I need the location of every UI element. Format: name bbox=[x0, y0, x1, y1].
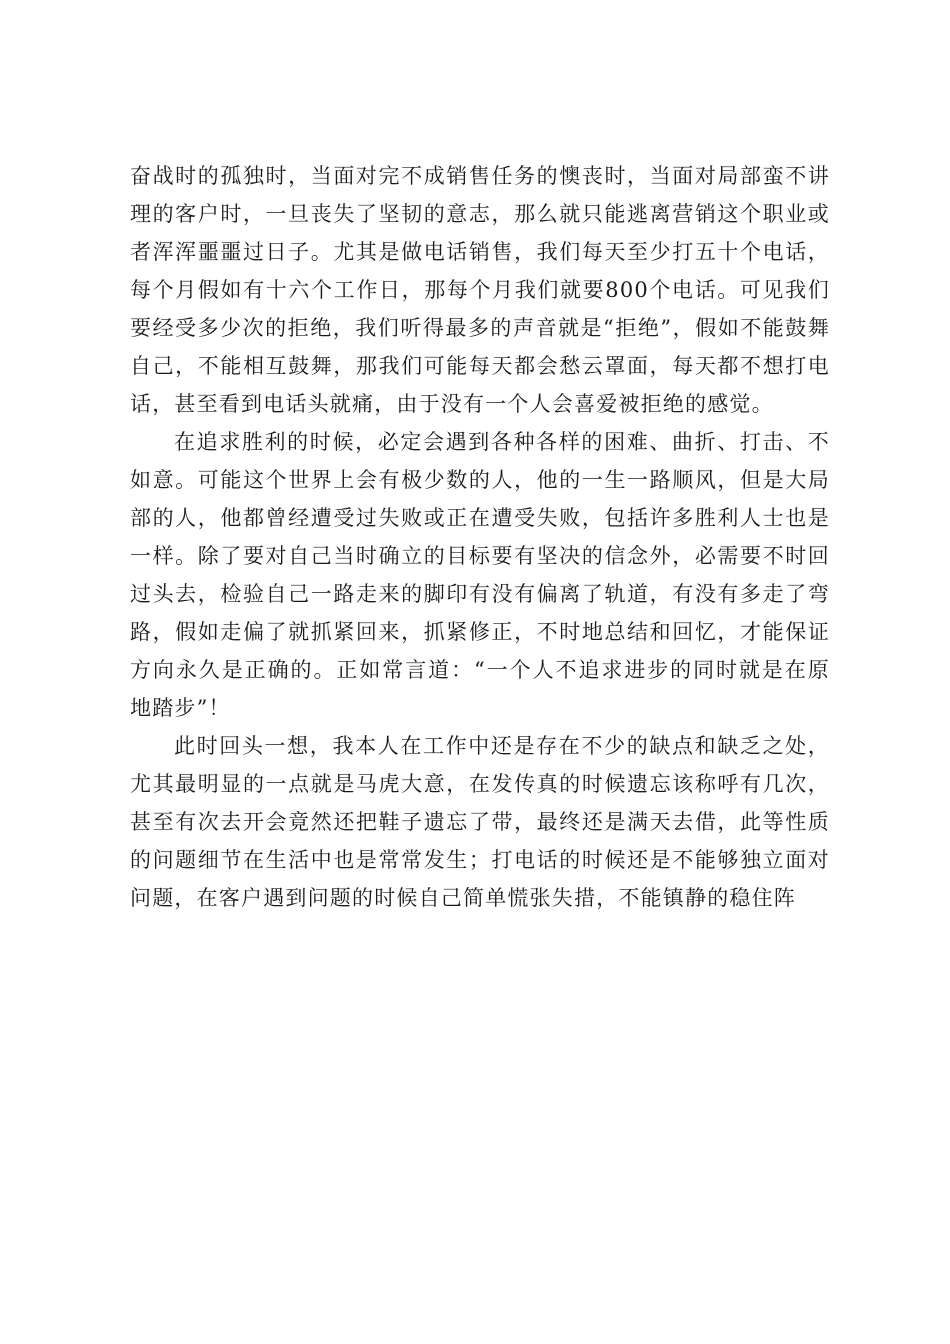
paragraph-continuation: 奋战时的孤独时，当面对完不成销售任务的懊丧时，当面对局部蛮不讲理的客户时，一旦丧失了坚韧的意志，那么就只能逃离营销这个职业或者浑浑噩噩过日子。尤其是做电话销售，我们每天至少打五十个电话，每个月假如有十六个工作日，那每个月我们就要800个电话。可见我们要经受多少次的拒绝，我们听得最多的声音就是“拒绝”，假如不能鼓舞自己，不能相互鼓舞，那我们可能每天都会愁云罩面，每天都不想打电话，甚至看到电话头就痛，由于没有一个人会喜爱被拒绝的感觉。 bbox=[130, 164, 830, 416]
document-body bbox=[130, 157, 830, 917]
paragraph-success-reflection: 在追求胜利的时候，必定会遇到各种各样的困难、曲折、打击、不如意。可能这个世界上会有极少数的人，他的一生一路顺风，但是大局部的人，他都曾经遭受过失败或正在遭受失败，包括许多胜利人士也是一样。除了要对自己当时确立的目标要有坚决的信念外，必需要不时回过头去，检验自己一路走来的脚印有没有偏离了轨道，有没有多走了弯路，假如走偏了就抓紧回来，抓紧修正，不时地总结和回忆，才能保证方向永久是正确的。正如常言道：“一个人不追求进步的同时就是在原地踏步”！ bbox=[130, 430, 830, 720]
paragraph-self-review: 此时回头一想，我本人在工作中还是存在不少的缺点和缺乏之处，尤其最明显的一点就是马虎大意，在发传真的时候遗忘该称呼有几次，甚至有次去开会竟然还把鞋子遗忘了带，最终还是满天去借，此等性质的问题细节在生活中也是常常发生；打电话的时候还是不能够独立面对问题，在客户遇到问题的时候自己简单慌张失措，不能镇静的稳住阵 bbox=[130, 734, 830, 910]
